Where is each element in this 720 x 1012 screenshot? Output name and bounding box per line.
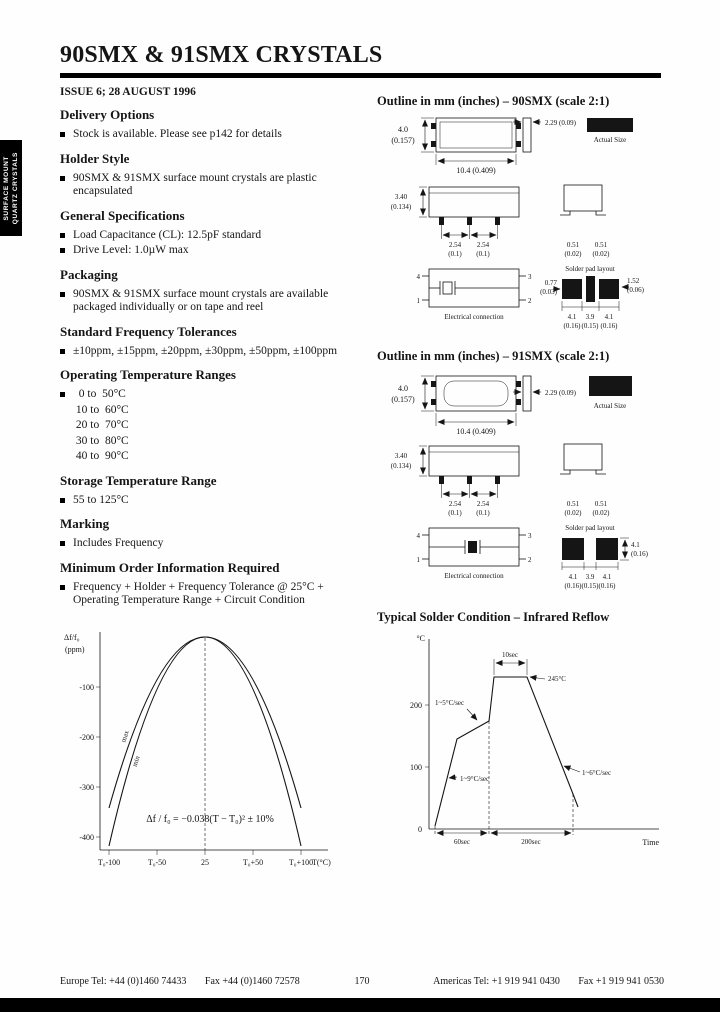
section-heading: Packaging xyxy=(60,266,118,282)
issue-line: ISSUE 6; 28 AUGUST 1996 xyxy=(60,86,196,98)
package-top-view xyxy=(431,118,521,152)
y-tick-label: -100 xyxy=(79,682,94,692)
x-tick-label: T₀-100 xyxy=(97,857,121,867)
dim-pad-c-in: (0.16) xyxy=(600,322,618,330)
title-rule xyxy=(60,73,661,78)
section-operating-temperature-ranges xyxy=(60,367,348,464)
dim-height: 3.40 xyxy=(394,452,408,460)
dim-pad-a: 4.1 xyxy=(568,573,578,581)
section-heading: Marking xyxy=(60,516,110,531)
bullet-item xyxy=(60,244,348,258)
temperature-range-row xyxy=(60,435,348,449)
dim-lead-width-1: 0.51 xyxy=(566,241,580,249)
dim-height-in: (0.134) xyxy=(390,462,412,470)
temperature-range-row xyxy=(60,404,348,418)
dim-body-width: 4.0 xyxy=(398,384,408,393)
dim-pad-gap: 0.77 xyxy=(544,279,557,287)
section-heading: Operating Temperature Ranges xyxy=(60,367,236,382)
bullet-item xyxy=(60,494,348,508)
section-heading: Minimum Order Information Required xyxy=(60,559,280,575)
dim-body-width-in: (0.157) xyxy=(391,395,415,404)
cool-rate-label: 1~6°C/sec xyxy=(582,769,612,777)
temperature-range: 30 to 80°C xyxy=(73,434,129,447)
x-axis-label: Time xyxy=(642,838,659,847)
pin-3-label: 3 xyxy=(528,532,532,540)
y-tick-label: -200 xyxy=(79,732,94,742)
page-title: 90SMX & 91SMX CRYSTALS xyxy=(60,42,383,68)
dim-lead-pitch-2-in: (0.1) xyxy=(476,250,490,258)
bullet-text: Drive Level: 1.0µW max xyxy=(73,244,189,256)
outline-91smx-figure xyxy=(377,368,671,596)
pin-3-label: 3 xyxy=(528,273,532,281)
pin-1-label: 1 xyxy=(416,297,420,305)
bullet-square-icon xyxy=(60,248,65,253)
bullet-item xyxy=(60,345,348,359)
bullet-item xyxy=(60,229,348,243)
package-side-view xyxy=(429,446,519,484)
solder-pad-layout-label: Solder pad layout xyxy=(565,265,615,273)
x-tick-label: T₀-50 xyxy=(147,857,167,867)
pin-2-label: 2 xyxy=(528,297,532,305)
dim-pad-b-in: (0.15) xyxy=(581,582,599,590)
bullet-text: Stock is available. Please see p142 for details xyxy=(73,128,282,140)
bullet-square-icon xyxy=(60,392,65,397)
temperature-range-row xyxy=(60,388,348,402)
bullet-square-icon xyxy=(60,541,65,546)
y-axis-label: Δf/f₀ xyxy=(64,632,80,642)
bullet-text: Includes Frequency xyxy=(73,537,164,549)
electrical-connection-label: Electrical connection xyxy=(444,572,504,580)
bullet-square-icon xyxy=(60,132,65,137)
package-end-view xyxy=(560,185,606,215)
bullet-text: 90SMX & 91SMX surface mount crystals are plastic encapsulated xyxy=(73,171,317,197)
dim-thickness: 2.29 (0.09) xyxy=(545,389,576,397)
dim-pad-a-in: (0.16) xyxy=(564,582,582,590)
max-curve-label: max xyxy=(119,728,131,743)
actual-size-label: Actual Size xyxy=(593,402,627,410)
dim-height: 3.40 xyxy=(394,193,408,201)
bullet-text: Frequency + Holder + Frequency Tolerance @ 25°C + Operating Temperature Range + Circuit Condition xyxy=(73,580,324,606)
bullet-text: 90SMX & 91SMX surface mount crystals are available packaged individually or on tape and reel xyxy=(73,287,329,313)
outline-90smx-figure xyxy=(377,113,671,335)
y-tick-label: -300 xyxy=(79,782,94,792)
dim-pad-a: 4.1 xyxy=(567,313,577,321)
package-thickness-view xyxy=(523,376,531,411)
dim-lead-pitch-1: 2.54 xyxy=(448,500,462,508)
section-minimum-order-information xyxy=(60,560,348,608)
pin-2-label: 2 xyxy=(528,556,532,564)
temperature-range: 0 to 50°C xyxy=(73,388,126,400)
package-side-view xyxy=(429,187,519,225)
section-standard-frequency-tolerances xyxy=(60,324,348,359)
dim-lead-width-1: 0.51 xyxy=(566,500,580,508)
pin-4-label: 4 xyxy=(416,532,420,540)
pin-1-label: 1 xyxy=(416,556,420,564)
section-marking xyxy=(60,516,348,551)
bottom-bar xyxy=(0,998,720,1012)
section-delivery-options xyxy=(60,107,348,142)
dim-thickness: 2.29 (0.09) xyxy=(545,119,576,127)
bullet-square-icon xyxy=(60,349,65,354)
dim-lead-width-2: 0.51 xyxy=(594,241,608,249)
frequency-deviation-graph xyxy=(60,622,348,872)
y-tick-label: -400 xyxy=(79,832,94,842)
section-heading: Storage Temperature Range xyxy=(60,472,217,488)
bullet-square-icon xyxy=(60,585,65,590)
section-storage-temperature-range xyxy=(60,473,348,508)
ramp-upper-label: 1~5°C/sec xyxy=(435,699,465,707)
solder-pad-layout-label: Solder pad layout xyxy=(565,524,615,532)
dim-lead-width-1-in: (0.02) xyxy=(564,250,582,258)
section-heading: General Specifications xyxy=(60,207,185,223)
dim-pad-mid-in: (0.06) xyxy=(627,286,644,294)
bullet-text: 55 to 125°C xyxy=(73,493,129,506)
package-thickness-view xyxy=(523,118,531,152)
dim-lead-pitch-2-in: (0.1) xyxy=(476,509,490,517)
bullet-square-icon xyxy=(60,233,65,238)
actual-size-swatch xyxy=(589,376,632,396)
section-heading: Delivery Options xyxy=(60,107,155,122)
reflow-heading: Typical Solder Condition – Infrared Reflow xyxy=(377,610,610,624)
section-general-specifications xyxy=(60,208,348,258)
bullet-text: Load Capacitance (CL): 12.5pF standard xyxy=(73,228,262,241)
bullet-item xyxy=(60,172,348,199)
section-packaging xyxy=(60,267,348,315)
dim-pad-c: 4.1 xyxy=(604,313,614,321)
dim-pad-gap-in: (0.03) xyxy=(540,288,557,296)
bullet-item xyxy=(60,288,348,315)
electrical-connection-diagram xyxy=(422,528,526,566)
x-tick-label: T₀+50 xyxy=(242,857,264,867)
dim-lead-width-2: 0.51 xyxy=(594,500,608,508)
min-curve-label: min xyxy=(130,754,142,768)
pin-4-label: 4 xyxy=(416,273,420,281)
package-top-view xyxy=(431,376,521,411)
dim-pad-c-in: (0.16) xyxy=(598,582,616,590)
footer-europe xyxy=(60,976,300,987)
dim-lead-pitch-2: 2.54 xyxy=(476,241,490,249)
dim-pad-b: 3.9 xyxy=(585,573,595,581)
side-tab xyxy=(0,140,22,236)
solder-pads xyxy=(562,276,619,302)
dim-pad-c: 4.1 xyxy=(602,573,612,581)
dim-pad-b-in: (0.15) xyxy=(581,322,599,330)
x-tick-label: 25 xyxy=(201,857,209,867)
temperature-range-row xyxy=(60,450,348,464)
temperature-range: 10 to 60°C xyxy=(73,403,129,416)
americas-tel: Americas Tel: +1 919 941 0430 xyxy=(433,976,560,987)
dim-length: 10.4 (0.409) xyxy=(456,427,496,436)
actual-size-label: Actual Size xyxy=(593,136,627,144)
y-axis-unit: (ppm) xyxy=(65,644,85,654)
europe-fax: Fax +44 (0)1460 72578 xyxy=(204,976,300,987)
dim-lead-pitch-1-in: (0.1) xyxy=(448,509,462,517)
y-axis-label: °C xyxy=(416,634,425,643)
europe-tel: Europe Tel: +44 (0)1460 74433 xyxy=(60,976,187,987)
temperature-range: 40 to 90°C xyxy=(73,450,129,462)
temperature-range-row xyxy=(60,419,348,433)
dim-lead-width-2-in: (0.02) xyxy=(592,250,610,258)
footer-americas xyxy=(433,976,664,987)
bullet-square-icon xyxy=(60,292,65,297)
actual-size-swatch xyxy=(587,118,633,132)
package-end-view xyxy=(560,444,606,474)
side-tab-text-line2: QUARTZ CRYSTALS xyxy=(12,151,19,225)
dim-height-in: (0.134) xyxy=(390,203,412,211)
section-heading: Holder Style xyxy=(60,150,130,166)
span-200sec-label: 200sec xyxy=(521,838,541,846)
dim-lead-pitch-1-in: (0.1) xyxy=(448,250,462,258)
dim-lead-width-1-in: (0.02) xyxy=(564,509,582,517)
dim-length: 10.4 (0.409) xyxy=(456,166,496,175)
dim-pad-mid: 1.52 xyxy=(627,277,640,285)
outline-90smx-heading: Outline in mm (inches) – 90SMX (scale 2:1) xyxy=(377,94,610,108)
y-tick-label: 200 xyxy=(410,701,422,710)
peak-hold-label: 10sec xyxy=(502,651,518,659)
temperature-range: 20 to 70°C xyxy=(73,419,129,431)
section-heading: Standard Frequency Tolerances xyxy=(60,323,237,339)
solder-pads xyxy=(562,538,618,560)
bullet-item xyxy=(60,128,348,142)
span-60sec-label: 60sec xyxy=(454,838,470,846)
peak-temp-label: 245°C xyxy=(548,675,566,683)
dim-pad-b: 3.9 xyxy=(585,313,595,321)
ramp-lower-label: 1~9°C/sec xyxy=(460,775,490,783)
dim-lead-pitch-2: 2.54 xyxy=(476,500,490,508)
bullet-text: ±10ppm, ±15ppm, ±20ppm, ±30ppm, ±50ppm, ±100ppm xyxy=(73,344,338,357)
section-holder-style xyxy=(60,151,348,199)
bullet-item xyxy=(60,537,348,551)
dim-pad-side-in: (0.16) xyxy=(631,550,648,558)
x-tick-label: T₀+100 xyxy=(288,857,314,867)
reflow-chart xyxy=(377,629,671,864)
left-column xyxy=(60,86,348,872)
dim-pad-side: 4.1 xyxy=(631,541,640,549)
right-column xyxy=(377,84,671,878)
bullet-square-icon xyxy=(60,498,65,503)
americas-fax: Fax +1 919 941 0530 xyxy=(578,976,664,987)
side-tab-text-line1: SURFACE MOUNT xyxy=(3,155,10,221)
page-number: 170 xyxy=(354,976,370,987)
dim-pad-a-in: (0.16) xyxy=(563,322,581,330)
electrical-connection-label: Electrical connection xyxy=(444,313,504,321)
y-tick-label: 100 xyxy=(410,763,422,772)
y-tick-label: 0 xyxy=(418,825,422,834)
page-footer xyxy=(60,976,664,992)
dim-lead-pitch-1: 2.54 xyxy=(448,241,462,249)
dim-body-width-in: (0.157) xyxy=(391,136,415,145)
max-tolerance-curve xyxy=(109,637,301,808)
bullet-square-icon xyxy=(60,176,65,181)
electrical-connection-diagram xyxy=(422,269,526,307)
frequency-formula: Δf / f₀ = −0.038(T − T₀)² ± 10% xyxy=(146,813,274,825)
dim-lead-width-2-in: (0.02) xyxy=(592,509,610,517)
outline-91smx-heading: Outline in mm (inches) – 91SMX (scale 2:1) xyxy=(377,349,610,363)
dim-body-width: 4.0 xyxy=(398,125,408,134)
x-axis-label: T(°C) xyxy=(312,857,331,867)
bullet-item xyxy=(60,581,348,608)
